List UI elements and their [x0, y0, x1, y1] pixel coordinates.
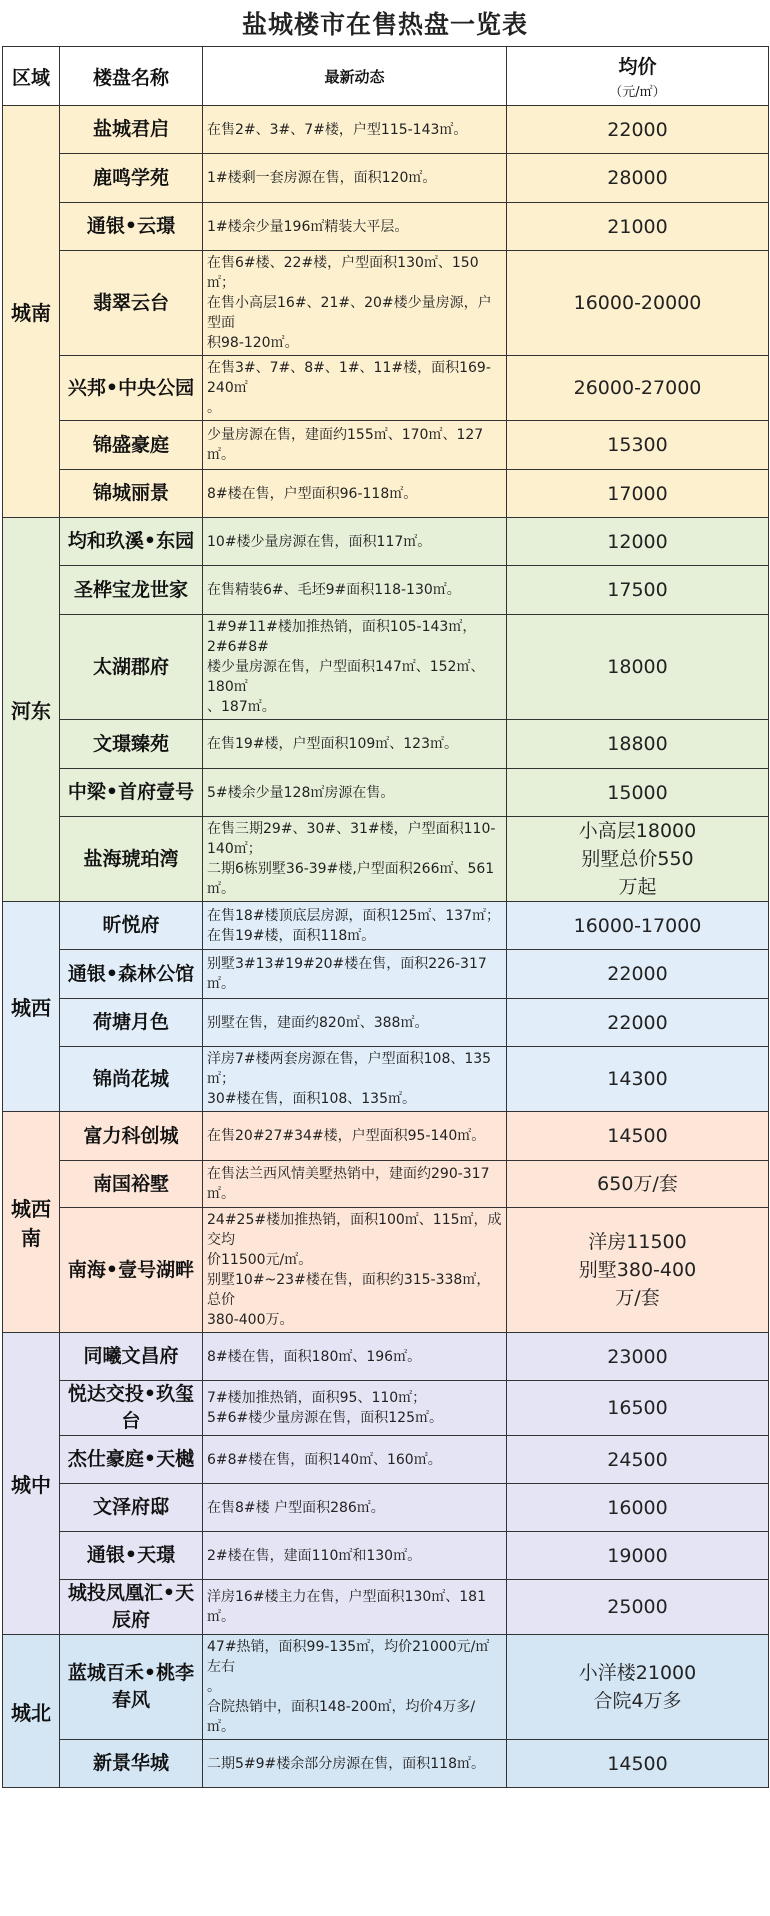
- price-line: 万/套: [615, 1287, 660, 1309]
- project-name: 城投凤凰汇•天辰府: [60, 1580, 203, 1635]
- price-line: 万起: [618, 876, 657, 898]
- table-row: [3, 251, 769, 356]
- table-row: [3, 1436, 769, 1484]
- header-row: [3, 47, 769, 106]
- news-line: 别墅3#13#19#20#楼在售，面积226-317㎡。: [207, 956, 487, 992]
- project-news: [203, 1381, 507, 1436]
- news-line: 别墅在售，建面约820㎡、388㎡。: [207, 1014, 429, 1031]
- news-line: 积98-120㎡。: [207, 335, 299, 351]
- project-price: [507, 1112, 769, 1161]
- table-row: [3, 356, 769, 421]
- news-line: 7#楼加推热销，面积95、110㎡；: [207, 1390, 427, 1406]
- project-name: 南海•壹号湖畔: [60, 1208, 203, 1333]
- project-news: [203, 470, 507, 518]
- news-line: 380-400万。: [207, 1312, 294, 1328]
- project-news: [203, 615, 507, 720]
- news-line: 8#楼在售，户型面积96-118㎡。: [207, 485, 418, 502]
- project-news: [203, 817, 507, 902]
- news-line: 5#楼余少量128㎡房源在售。: [207, 784, 395, 801]
- project-price: [507, 1484, 769, 1532]
- news-line: 1#楼余少量196㎡精装大平层。: [207, 218, 409, 235]
- project-news: [203, 1635, 507, 1740]
- price-line: 22000: [607, 118, 668, 141]
- news-line: 二期6栋别墅36-39#楼,户型面积266㎡、561㎡。: [207, 861, 495, 897]
- news-line: 10#楼少量房源在售，面积117㎡。: [207, 533, 432, 550]
- price-line: 17000: [607, 482, 668, 505]
- project-name: 锦尚花城: [60, 1047, 203, 1112]
- price-line: 26000-27000: [573, 377, 702, 399]
- header-price-unit: （元/㎡）: [609, 85, 666, 100]
- news-line: 1#楼剩一套房源在售，面积120㎡。: [207, 170, 437, 186]
- project-name: 盐城君启: [60, 106, 203, 154]
- table-row: [3, 902, 769, 950]
- header-price-label: 均价: [618, 56, 657, 78]
- project-name: 锦城丽景: [60, 470, 203, 518]
- project-name: 新景华城: [60, 1740, 203, 1788]
- project-price: [507, 1532, 769, 1580]
- news-line: 在售3#、7#、8#、1#、11#楼，面积169-240㎡: [207, 360, 491, 396]
- news-line: 在售19#楼，面积118㎡。: [207, 927, 376, 944]
- news-line: 楼少量房源在售，户型面积147㎡、152㎡、180㎡: [207, 659, 485, 695]
- project-price: [507, 817, 769, 902]
- news-line: 在售18#楼顶底层房源，面积125㎡、137㎡；: [207, 907, 500, 924]
- header-price: [507, 47, 769, 106]
- news-line: 。: [207, 400, 221, 416]
- project-news: [203, 1580, 507, 1635]
- news-line: 洋房16#楼主力在售，户型面积130㎡、181㎡。: [207, 1589, 486, 1625]
- price-line: 14500: [607, 1752, 668, 1775]
- price-line: 17500: [607, 579, 668, 601]
- project-price: [507, 1161, 769, 1208]
- project-news: [203, 421, 507, 470]
- table-row: [3, 1047, 769, 1112]
- project-price: [507, 1580, 769, 1635]
- project-price: [507, 1436, 769, 1484]
- table-row: [3, 720, 769, 769]
- table-row: [3, 1112, 769, 1161]
- price-line: 15000: [607, 781, 668, 804]
- project-news: [203, 1112, 507, 1161]
- news-line: 140㎡；: [207, 841, 262, 857]
- news-line: 6#8#楼在售，面积140㎡、160㎡。: [207, 1451, 442, 1468]
- project-news: [203, 1532, 507, 1580]
- news-line: 47#热销，面积99-135㎡，均价21000元/㎡左右: [207, 1639, 490, 1675]
- project-name: 中梁•首府壹号: [60, 769, 203, 817]
- price-line: 23000: [607, 1345, 668, 1368]
- project-name: 蓝城百禾•桃李春风: [60, 1635, 203, 1740]
- price-line: 22000: [607, 963, 668, 985]
- news-line: 价11500元/㎡。: [207, 1252, 313, 1268]
- project-name: 杰仕豪庭•天樾: [60, 1436, 203, 1484]
- project-name: 均和玖溪•东园: [60, 518, 203, 566]
- price-line: 别墅380-400: [578, 1259, 697, 1281]
- table-row: [3, 1161, 769, 1208]
- project-price: [507, 251, 769, 356]
- table-row: [3, 1740, 769, 1788]
- price-line: 14500: [607, 1125, 668, 1147]
- region-cell: 河东: [3, 518, 60, 902]
- table-row: [3, 1580, 769, 1635]
- region-cell: 城西: [3, 902, 60, 1112]
- project-news: [203, 902, 507, 950]
- table-row: [3, 817, 769, 902]
- table-row: [3, 106, 769, 154]
- news-line: 在售19#楼，户型面积109㎡、123㎡。: [207, 736, 458, 752]
- table-row: [3, 1333, 769, 1381]
- price-line: 28000: [607, 167, 668, 189]
- project-name: 荷塘月色: [60, 999, 203, 1047]
- table-row: [3, 154, 769, 203]
- price-line: 小洋楼21000: [578, 1662, 697, 1684]
- news-line: 洋房7#楼两套房源在售，户型面积108、135㎡；: [207, 1051, 492, 1087]
- project-news: [203, 950, 507, 999]
- price-line: 18800: [607, 733, 668, 755]
- news-line: 在售20#27#34#楼，户型面积95-140㎡。: [207, 1128, 486, 1144]
- region-cell: 城西南: [3, 1112, 60, 1333]
- price-line: 16000-17000: [573, 914, 702, 937]
- news-line: 8#楼在售，面积180㎡、196㎡。: [207, 1348, 422, 1365]
- project-name: 通银•天璟: [60, 1532, 203, 1580]
- table-row: [3, 1381, 769, 1436]
- project-name: 通银•森林公馆: [60, 950, 203, 999]
- news-line: 。: [207, 1679, 221, 1695]
- table-row: [3, 999, 769, 1047]
- project-price: [507, 720, 769, 769]
- project-price: [507, 999, 769, 1047]
- price-line: 合院4万多: [593, 1690, 682, 1712]
- project-name: 翡翠云台: [60, 251, 203, 356]
- project-price: [507, 615, 769, 720]
- project-price: [507, 203, 769, 251]
- project-name: 富力科创城: [60, 1112, 203, 1161]
- project-price: [507, 518, 769, 566]
- project-name: 南国裕墅: [60, 1161, 203, 1208]
- news-line: 24#25#楼加推热销，面积100㎡、115㎡，成交均: [207, 1212, 502, 1248]
- news-line: 、187㎡。: [207, 699, 276, 715]
- project-price: [507, 902, 769, 950]
- project-news: [203, 1047, 507, 1112]
- project-news: [203, 356, 507, 421]
- price-line: 16000: [607, 1496, 668, 1519]
- news-line: 在售法兰西风情美墅热销中，建面约290-317㎡。: [207, 1166, 490, 1202]
- project-price: [507, 1635, 769, 1740]
- header-name: 楼盘名称: [60, 47, 203, 106]
- project-name: 太湖郡府: [60, 615, 203, 720]
- project-name: 昕悦府: [60, 902, 203, 950]
- table-row: [3, 470, 769, 518]
- news-line: 在售6#楼、22#楼，户型面积130㎡、150㎡；: [207, 255, 479, 291]
- table-row: [3, 1532, 769, 1580]
- project-price: [507, 1740, 769, 1788]
- news-line: 二期5#9#楼余部分房源在售，面积118㎡。: [207, 1755, 485, 1772]
- header-region: 区域: [3, 47, 60, 106]
- table-row: [3, 615, 769, 720]
- project-price: [507, 154, 769, 203]
- project-price: [507, 1333, 769, 1381]
- table-row: [3, 421, 769, 470]
- listing-table: [2, 46, 769, 1788]
- news-line: 在售2#、3#、7#楼，户型115-143㎡。: [207, 121, 468, 138]
- price-line: 16000-20000: [573, 292, 702, 314]
- price-line: 19000: [607, 1544, 668, 1567]
- project-news: [203, 1484, 507, 1532]
- project-name: 圣桦宝龙世家: [60, 566, 203, 615]
- price-line: 21000: [607, 215, 668, 238]
- project-news: [203, 566, 507, 615]
- project-name: 同曦文昌府: [60, 1333, 203, 1381]
- news-line: 5#6#楼少量房源在售，面积125㎡。: [207, 1410, 443, 1426]
- project-name: 文泽府邸: [60, 1484, 203, 1532]
- price-line: 洋房11500: [588, 1231, 687, 1253]
- table-row: [3, 203, 769, 251]
- project-name: 通银•云璟: [60, 203, 203, 251]
- project-name: 兴邦•中央公园: [60, 356, 203, 421]
- price-line: 12000: [607, 530, 668, 553]
- project-price: [507, 1381, 769, 1436]
- project-news: [203, 106, 507, 154]
- project-price: [507, 470, 769, 518]
- table-row: [3, 1635, 769, 1740]
- price-line: 15300: [607, 434, 668, 456]
- project-news: [203, 999, 507, 1047]
- project-news: [203, 203, 507, 251]
- project-news: [203, 1436, 507, 1484]
- price-line: 别墅总价550: [581, 848, 694, 870]
- news-line: 在售三期29#、30#、31#楼，户型面积110-: [207, 821, 496, 837]
- news-line: 在售8#楼 户型面积286㎡。: [207, 1499, 385, 1516]
- header-news: 最新动态: [203, 47, 507, 106]
- project-price: [507, 566, 769, 615]
- project-news: [203, 518, 507, 566]
- project-name: 锦盛豪庭: [60, 421, 203, 470]
- project-news: [203, 1333, 507, 1381]
- project-price: [507, 421, 769, 470]
- news-line: 2#楼在售，建面110㎡和130㎡。: [207, 1547, 422, 1564]
- news-line: 别墅10#~23#楼在售，面积约315-338㎡，总价: [207, 1272, 491, 1308]
- price-line: 16500: [607, 1397, 668, 1419]
- table-row: [3, 1484, 769, 1532]
- region-cell: 城南: [3, 106, 60, 518]
- table-row: [3, 769, 769, 817]
- news-line: 在售精装6#、毛坯9#面积118-130㎡。: [207, 582, 461, 598]
- news-line: 合院热销中，面积148-200㎡，均价4万多/㎡。: [207, 1699, 476, 1735]
- project-name: 悦达交投•玖玺台: [60, 1381, 203, 1436]
- region-cell: 城中: [3, 1333, 60, 1635]
- table-row: [3, 518, 769, 566]
- news-line: 30#楼在售，面积108、135㎡。: [207, 1091, 416, 1107]
- price-line: 22000: [607, 1011, 668, 1034]
- table-row: [3, 1208, 769, 1333]
- project-news: [203, 251, 507, 356]
- project-news: [203, 720, 507, 769]
- project-price: [507, 769, 769, 817]
- project-name: 文璟臻苑: [60, 720, 203, 769]
- project-price: [507, 950, 769, 999]
- page-title: 盐城楼市在售热盘一览表: [241, 10, 528, 39]
- project-news: [203, 1208, 507, 1333]
- price-line: 25000: [607, 1596, 668, 1618]
- project-news: [203, 154, 507, 203]
- news-line: 1#9#11#楼加推热销，面积105-143㎡，2#6#8#: [207, 619, 477, 655]
- project-news: [203, 1740, 507, 1788]
- table-row: [3, 950, 769, 999]
- project-news: [203, 769, 507, 817]
- project-price: [507, 1047, 769, 1112]
- price-line: 24500: [607, 1448, 668, 1471]
- news-line: 在售小高层16#、21#、20#楼少量房源，户型面: [207, 295, 492, 331]
- region-cell: 城北: [3, 1635, 60, 1788]
- price-line: 650万/套: [597, 1173, 678, 1195]
- price-line: 小高层18000: [578, 820, 697, 842]
- news-line: 少量房源在售，建面约155㎡、170㎡、127㎡。: [207, 427, 484, 463]
- price-line: 14300: [607, 1068, 668, 1090]
- table-row: [3, 566, 769, 615]
- price-line: 18000: [607, 656, 668, 678]
- project-price: [507, 1208, 769, 1333]
- project-price: [507, 106, 769, 154]
- project-price: [507, 356, 769, 421]
- project-name: 盐海琥珀湾: [60, 817, 203, 902]
- project-name: 鹿鸣学苑: [60, 154, 203, 203]
- project-news: [203, 1161, 507, 1208]
